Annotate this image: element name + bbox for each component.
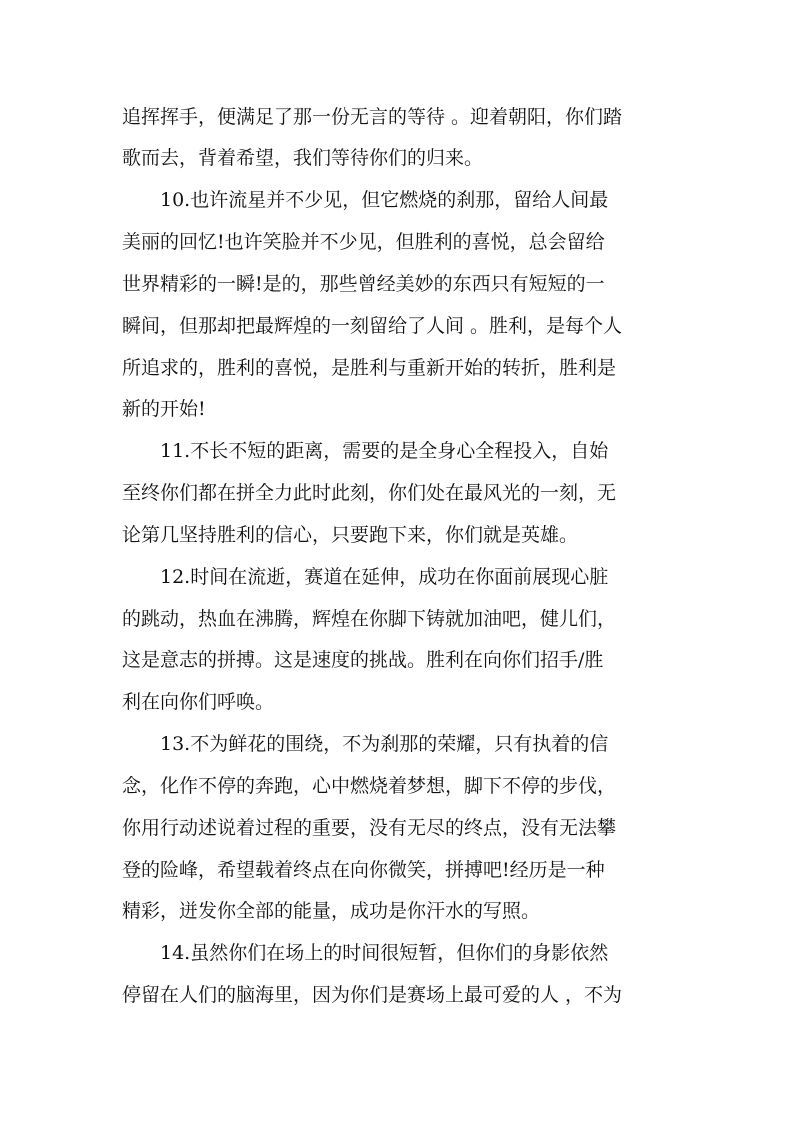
text-line: 的跳动，热血在沸腾，辉煌在你脚下铸就加油吧，健儿们， xyxy=(122,608,617,630)
text-line: 精彩，迸发你全部的能量，成功是你汗水的写照。 xyxy=(122,900,541,922)
paragraph-13-start: 13.不为鲜花的围绕，不为刹那的荣耀，只有执着的信 xyxy=(160,733,609,755)
text-line: 美丽的回忆!也许笑脸并不少见，但胜利的喜悦，总会留给 xyxy=(122,231,605,253)
text-line: 停留在人们的脑海里，因为你们是赛场上最可爱的人 ，不为 xyxy=(122,984,623,1006)
paragraph-10-start: 10.也许流星并不少见，但它燃烧的刹那，留给人间最 xyxy=(160,189,609,211)
text-line: 世界精彩的一瞬!是的，那些曾经美妙的东西只有短短的一 xyxy=(122,273,605,295)
text-line: 所追求的，胜利的喜悦，是胜利与重新开始的转折，胜利是 xyxy=(122,357,617,379)
text-line: 登的险峰，希望载着终点在向你微笑，拼搏吧!经历是一种 xyxy=(122,859,605,881)
paragraph-11-start: 11.不长不短的距离，需要的是全身心全程投入，自始 xyxy=(160,440,609,462)
text-line: 至终你们都在拼全力此时此刻，你们处在最风光的一刻，无 xyxy=(122,482,617,504)
paragraph-12-start: 12.时间在流逝，赛道在延伸，成功在你面前展现心脏 xyxy=(160,566,609,588)
text-line: 利在向你们呼唤。 xyxy=(122,691,275,713)
text-line: 追挥挥手，便满足了那一份无言的等待 。迎着朝阳，你们踏 xyxy=(122,106,623,128)
text-line: 论第几坚持胜利的信心，只要跑下来，你们就是英雄。 xyxy=(122,524,579,546)
text-line: 新的开始! xyxy=(122,398,206,420)
text-line: 歌而去，背着希望，我们等待你们的归来。 xyxy=(122,147,484,169)
paragraph-14-start: 14.虽然你们在场上的时间很短暂，但你们的身影依然 xyxy=(160,942,609,964)
text-line: 瞬间，但那却把最辉煌的一刻留给了人间 。胜利，是每个人 xyxy=(122,315,623,337)
text-line: 念，化作不停的奔跑，心中燃烧着梦想，脚下不停的步伐， xyxy=(122,775,617,797)
text-line: 你用行动述说着过程的重要，没有无尽的终点，没有无法攀 xyxy=(122,817,617,839)
text-line: 这是意志的拼搏。这是速度的挑战。胜利在向你们招手/胜 xyxy=(122,649,604,671)
